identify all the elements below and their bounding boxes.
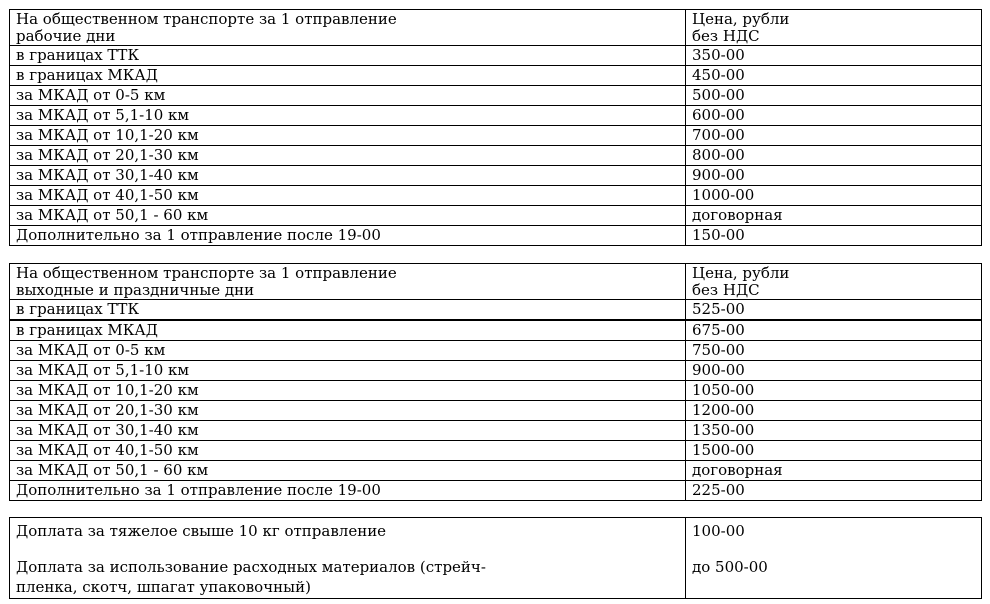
service-cell: за МКАД от 30,1-40 км bbox=[10, 421, 686, 441]
service-cell: за МКАД от 30,1-40 км bbox=[10, 166, 686, 186]
price-cell: 700-00 bbox=[686, 126, 982, 146]
table-row bbox=[10, 341, 982, 361]
service-cell: за МКАД от 50,1 - 60 км bbox=[10, 206, 686, 226]
service-cell: за МКАД от 50,1 - 60 км bbox=[10, 461, 686, 481]
blank-line bbox=[692, 541, 977, 557]
table-header-row bbox=[10, 10, 982, 46]
surcharge-materials-price: до 500-00 bbox=[692, 558, 768, 576]
price-cell: 1200-00 bbox=[686, 401, 982, 421]
table-gap bbox=[9, 246, 990, 263]
price-cell: 500-00 bbox=[686, 86, 982, 106]
surcharge-materials-label-line1: Доплата за использование расходных материалов (стрейч- bbox=[16, 558, 486, 576]
table-row bbox=[10, 86, 982, 106]
price-cell: 150-00 bbox=[686, 226, 982, 246]
service-cell: в границах ТТК bbox=[10, 46, 686, 66]
blank-line bbox=[16, 541, 681, 557]
price-table-weekdays bbox=[9, 9, 982, 246]
table-row bbox=[10, 421, 982, 441]
table-title: На общественном транспорте за 1 отправление bbox=[16, 265, 397, 282]
price-cell: договорная bbox=[686, 206, 982, 226]
table-row bbox=[10, 518, 982, 599]
price-column-title: Цена, рубли bbox=[692, 11, 790, 28]
surcharges-table bbox=[9, 517, 982, 599]
service-cell: за МКАД от 40,1-50 км bbox=[10, 441, 686, 461]
table-subtitle: рабочие дни bbox=[16, 28, 116, 45]
price-column-subtitle: без НДС bbox=[692, 28, 760, 45]
price-cell: 900-00 bbox=[686, 361, 982, 381]
table-row bbox=[10, 441, 982, 461]
price-cell bbox=[686, 518, 982, 599]
surcharge-materials-label-line2: пленка, скотч, шпагат упаковочный) bbox=[16, 578, 311, 596]
service-cell: в границах МКАД bbox=[10, 320, 686, 341]
table-row bbox=[10, 481, 982, 501]
table-row bbox=[10, 46, 982, 66]
table-subtitle: выходные и праздничные дни bbox=[16, 282, 255, 299]
price-cell: 600-00 bbox=[686, 106, 982, 126]
table-gap bbox=[9, 501, 990, 517]
header-service-cell bbox=[10, 10, 686, 46]
table-row bbox=[10, 361, 982, 381]
service-cell: в границах МКАД bbox=[10, 66, 686, 86]
table-row bbox=[10, 461, 982, 481]
service-cell: за МКАД от 20,1-30 км bbox=[10, 401, 686, 421]
table-row bbox=[10, 126, 982, 146]
service-cell: за МКАД от 5,1-10 км bbox=[10, 361, 686, 381]
service-cell bbox=[10, 518, 686, 599]
service-cell: за МКАД от 0-5 км bbox=[10, 341, 686, 361]
table-row bbox=[10, 381, 982, 401]
table-row bbox=[10, 66, 982, 86]
table-row bbox=[10, 300, 982, 321]
header-service-cell bbox=[10, 264, 686, 300]
price-table-weekends bbox=[9, 263, 982, 501]
service-cell: Дополнительно за 1 отправление после 19-00 bbox=[10, 226, 686, 246]
price-cell: 675-00 bbox=[686, 320, 982, 341]
price-cell: 900-00 bbox=[686, 166, 982, 186]
price-cell: договорная bbox=[686, 461, 982, 481]
service-cell: за МКАД от 10,1-20 км bbox=[10, 381, 686, 401]
service-cell: за МКАД от 10,1-20 км bbox=[10, 126, 686, 146]
price-cell: 225-00 bbox=[686, 481, 982, 501]
service-cell: в границах ТТК bbox=[10, 300, 686, 321]
price-cell: 750-00 bbox=[686, 341, 982, 361]
table-row bbox=[10, 320, 982, 341]
table-row bbox=[10, 146, 982, 166]
table-row bbox=[10, 166, 982, 186]
price-column-title: Цена, рубли bbox=[692, 265, 790, 282]
price-cell: 800-00 bbox=[686, 146, 982, 166]
price-cell: 1500-00 bbox=[686, 441, 982, 461]
price-column-subtitle: без НДС bbox=[692, 282, 760, 299]
table-row bbox=[10, 226, 982, 246]
service-cell: за МКАД от 20,1-30 км bbox=[10, 146, 686, 166]
price-cell: 1050-00 bbox=[686, 381, 982, 401]
service-cell: за МКАД от 5,1-10 км bbox=[10, 106, 686, 126]
price-cell: 450-00 bbox=[686, 66, 982, 86]
service-cell: за МКАД от 0-5 км bbox=[10, 86, 686, 106]
table-title: На общественном транспорте за 1 отправление bbox=[16, 11, 397, 28]
table-row bbox=[10, 186, 982, 206]
table-header-row bbox=[10, 264, 982, 300]
surcharge-heavy-price: 100-00 bbox=[692, 522, 745, 540]
service-cell: Дополнительно за 1 отправление после 19-00 bbox=[10, 481, 686, 501]
table-row bbox=[10, 206, 982, 226]
service-cell: за МКАД от 40,1-50 км bbox=[10, 186, 686, 206]
table-row bbox=[10, 401, 982, 421]
price-cell: 350-00 bbox=[686, 46, 982, 66]
price-cell: 1350-00 bbox=[686, 421, 982, 441]
header-price-cell bbox=[686, 264, 982, 300]
price-cell: 525-00 bbox=[686, 300, 982, 321]
surcharge-heavy-label: Доплата за тяжелое свыше 10 кг отправление bbox=[16, 522, 387, 540]
price-cell: 1000-00 bbox=[686, 186, 982, 206]
header-price-cell bbox=[686, 10, 982, 46]
table-row bbox=[10, 106, 982, 126]
